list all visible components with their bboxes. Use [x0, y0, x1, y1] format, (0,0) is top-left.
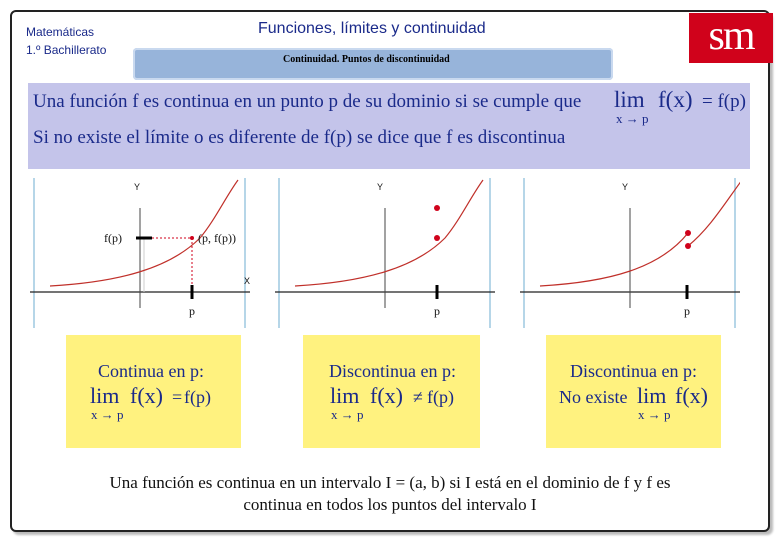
sm-logo: sm: [689, 13, 773, 63]
subject-label: [26, 23, 106, 59]
point-label: (p, f(p)): [198, 231, 236, 245]
isolated-value-point: [434, 205, 440, 211]
definition-box: [28, 83, 750, 169]
case-prefix: No existe: [559, 387, 628, 407]
function-curve: [295, 180, 483, 286]
case-title: Continua en p:: [98, 361, 204, 381]
definition-line-2: Si no existe el límite o es diferente de f(p) se dice que f es discontinua: [33, 127, 566, 148]
case-rhs: f(p): [427, 387, 454, 407]
case-lim-fx: f(x): [130, 383, 163, 408]
definition-lim-rhs: = f(p): [702, 91, 746, 112]
fp-label: f(p): [104, 231, 122, 245]
x-axis-label: X: [244, 276, 250, 286]
definition-lim-subscript: x → p: [616, 111, 649, 126]
definition-lim-word: lim: [614, 87, 645, 112]
y-axis-label: Y: [377, 182, 384, 192]
right-branch-curve: [688, 180, 740, 246]
graph-discontinuous-value: [275, 178, 495, 328]
function-point: [190, 236, 194, 240]
case-continuous-box: [66, 335, 241, 448]
footer-line-1: Una función es continua en un intervalo I = (a, b) si I está en el dominio de f y f es: [109, 473, 671, 492]
graph-continuous: [30, 178, 250, 328]
case-discontinuous-value-box: [303, 335, 480, 448]
case-lim-word: lim: [90, 383, 120, 408]
case-lim-subscript: x → p: [638, 407, 671, 422]
case-lim-subscript: x → p: [91, 407, 124, 422]
case-discontinuous-jump-box: [546, 335, 721, 448]
case-title: Discontinua en p:: [329, 361, 456, 381]
case-lim-word: lim: [637, 383, 667, 408]
footer-line-2: continua en todos los puntos del intervalo I: [243, 495, 537, 514]
page-title: Funciones, límites y continuidad: [258, 20, 486, 37]
left-limit-point: [685, 230, 691, 236]
footer-note: [40, 472, 740, 516]
section-subtitle: Continuidad. Puntos de discontinuidad: [283, 54, 450, 65]
subject-line-1: Matemáticas: [26, 25, 95, 39]
curve-point: [434, 235, 440, 241]
left-branch-curve: [540, 233, 688, 286]
case-relation: ≠: [413, 387, 423, 407]
definition-lim-fx: f(x): [658, 87, 693, 112]
subtitle-band: [133, 48, 613, 80]
case-title: Discontinua en p:: [570, 361, 697, 381]
definition-line-1: Una función f es continua en un punto p de su dominio si se cumple que: [33, 91, 582, 112]
p-label: p: [684, 304, 690, 318]
p-label: p: [434, 304, 440, 318]
case-relation: =: [172, 387, 183, 407]
y-axis-label: Y: [622, 182, 629, 192]
case-lim-subscript: x → p: [331, 407, 364, 422]
case-lim-fx: f(x): [370, 383, 403, 408]
right-limit-point: [685, 243, 691, 249]
case-lim-fx: f(x): [675, 383, 708, 408]
case-lim-word: lim: [330, 383, 360, 408]
case-rhs: f(p): [184, 387, 211, 407]
y-axis-label: Y: [134, 182, 141, 192]
graph-discontinuous-jump: [520, 178, 740, 328]
p-label: p: [189, 304, 195, 318]
subject-line-2: 1.º Bachillerato: [26, 43, 107, 57]
